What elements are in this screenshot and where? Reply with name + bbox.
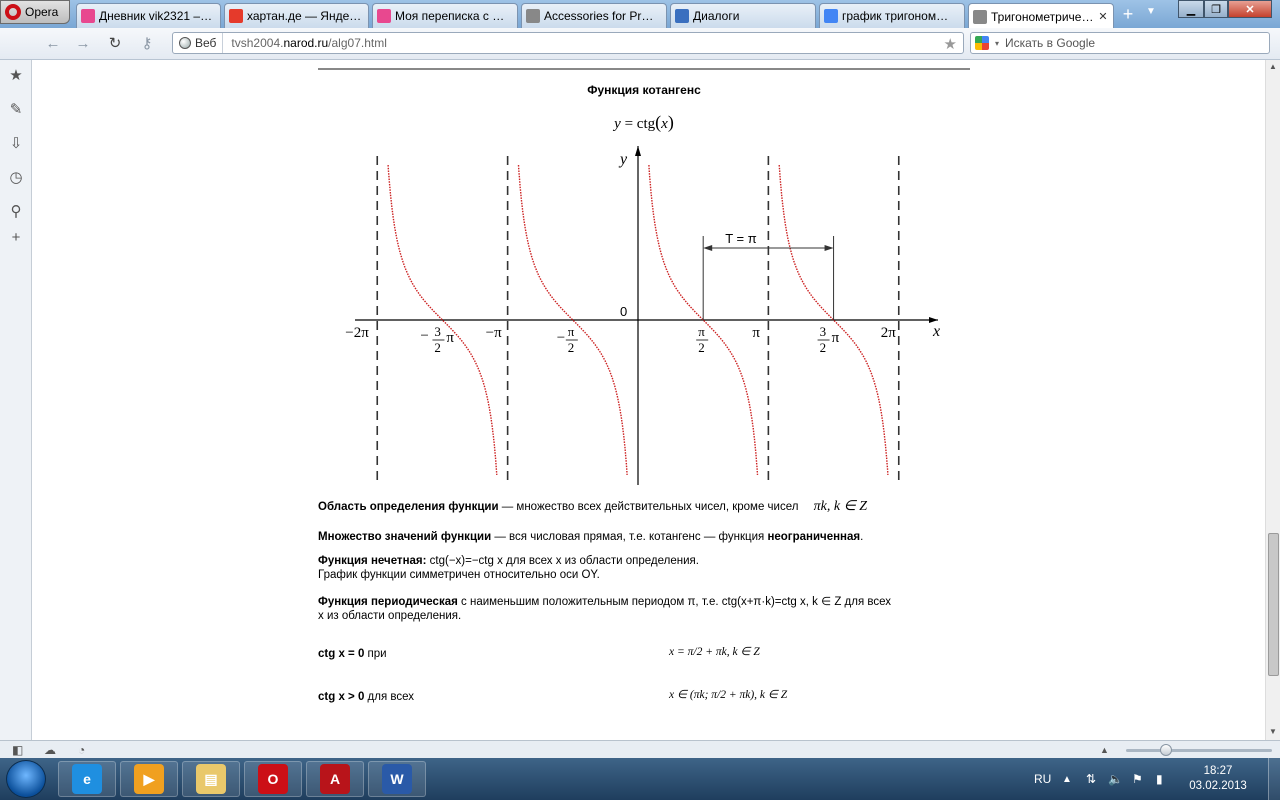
search-engine-dropdown-icon[interactable]: ▾ bbox=[995, 38, 1000, 48]
tick-label: π bbox=[831, 330, 840, 346]
notes-icon[interactable]: ✎ bbox=[9, 101, 23, 118]
history-clock-icon[interactable]: ◷ bbox=[9, 169, 23, 186]
tick-label: − bbox=[420, 328, 429, 344]
forward-arrow-icon[interactable]: → bbox=[75, 35, 91, 52]
tab-6[interactable] bbox=[819, 3, 965, 28]
address-field[interactable] bbox=[172, 32, 964, 54]
network-icon[interactable]: ⇅ bbox=[1086, 772, 1097, 786]
y-axis-arrow bbox=[635, 146, 641, 156]
domain-paragraph: Область определения функции — множество всех действительных чисел, кроме чисел πk, k ∈ Z bbox=[318, 499, 868, 514]
tick-label: π bbox=[752, 325, 760, 341]
yandex-icon bbox=[229, 9, 243, 23]
zero-condition-formula: x = π/2 + πk, k ∈ Z bbox=[669, 646, 760, 658]
new-tab-button[interactable]: + bbox=[1122, 4, 1134, 24]
tick-label: 2 bbox=[434, 340, 441, 355]
tab-2[interactable] bbox=[224, 3, 369, 28]
url-text: tvsh2004.narod.ru/alg07.html bbox=[231, 36, 387, 50]
tick-label: 3 bbox=[819, 324, 827, 339]
back-arrow-icon[interactable]: ← bbox=[45, 35, 61, 52]
word-icon[interactable] bbox=[368, 761, 426, 797]
downloads-icon[interactable]: ⇩ bbox=[9, 135, 23, 152]
battery-icon[interactable]: ▮ bbox=[1156, 772, 1163, 786]
tab-label: Диалоги bbox=[693, 9, 740, 23]
page-icon bbox=[526, 9, 540, 23]
opera-menu-label: Opera bbox=[25, 5, 59, 19]
tab-label: Дневник vik2321 –… bbox=[99, 9, 213, 23]
tray-expand-icon[interactable]: ▲ bbox=[1062, 773, 1072, 785]
scroll-up-icon[interactable]: ▲ bbox=[1269, 62, 1277, 71]
page-title: Функция котангенс bbox=[587, 83, 701, 97]
tick-label: −π bbox=[485, 325, 502, 341]
clock-date: 03.02.2013 bbox=[1189, 780, 1247, 792]
word-icon-glyph: W bbox=[382, 764, 412, 794]
video-icon bbox=[675, 9, 689, 23]
zoom-slider-track[interactable] bbox=[1126, 749, 1272, 752]
system-clock[interactable] bbox=[1186, 764, 1250, 794]
status-bar bbox=[0, 740, 1280, 758]
ie-icon-glyph: e bbox=[72, 764, 102, 794]
diary-icon bbox=[377, 9, 391, 23]
tab-label: Accessories for Pr… bbox=[544, 9, 654, 23]
tab-label: Тригонометриче… bbox=[991, 9, 1093, 24]
zoom-slider-thumb[interactable] bbox=[1160, 744, 1172, 756]
security-badge-label: Веб bbox=[195, 36, 217, 50]
bookmarks-star-icon[interactable]: ★ bbox=[9, 67, 23, 84]
page-content bbox=[33, 60, 1265, 740]
tab-menu-chevron-icon[interactable]: ▼ bbox=[1146, 6, 1156, 17]
flag-icon[interactable]: ⚑ bbox=[1132, 772, 1143, 786]
tick-label: −2π bbox=[345, 325, 369, 341]
opera-logo-icon bbox=[5, 4, 21, 20]
tick-label: 2 bbox=[819, 340, 827, 355]
zero-condition-label: ctg x = 0 при bbox=[318, 648, 387, 660]
range-paragraph: Множество значений функции — вся числовая прямая, т.е. котангенс — функция неограниченная. bbox=[318, 531, 864, 543]
x-axis-label: x bbox=[933, 323, 941, 340]
volume-icon[interactable]: 🔈 bbox=[1108, 772, 1123, 786]
scroll-down-icon[interactable]: ▼ bbox=[1269, 727, 1277, 736]
opera-menu-button[interactable] bbox=[0, 0, 70, 24]
period-paragraph: Функция периодическая с наименьшим положительным периодом π, т.е. ctg(x+π·k)=ctg x, k ∈ Z для всех x из области определения. bbox=[318, 596, 892, 622]
explorer-icon-glyph: ▤ bbox=[196, 764, 226, 794]
cotangent-branch bbox=[779, 165, 888, 475]
side-panel bbox=[0, 60, 32, 740]
tick-label: 2 bbox=[698, 340, 705, 355]
page-icon bbox=[973, 10, 987, 24]
close-tab-icon[interactable]: ✕ bbox=[1098, 11, 1108, 23]
ie-icon[interactable] bbox=[58, 761, 116, 797]
tab-bar bbox=[0, 0, 1280, 28]
acrobat-icon[interactable] bbox=[306, 761, 364, 797]
turbo-icon[interactable]: ◔ bbox=[78, 743, 86, 757]
cloud-icon[interactable]: ☁ bbox=[44, 743, 56, 757]
cotangent-branch bbox=[649, 165, 758, 475]
opera-icon[interactable] bbox=[244, 761, 302, 797]
show-desktop-button[interactable] bbox=[1268, 758, 1280, 800]
cotangent-branch bbox=[388, 165, 497, 475]
positive-condition-label: ctg x > 0 для всех bbox=[318, 691, 415, 703]
maximize-button[interactable]: ❐ bbox=[1204, 0, 1228, 18]
tab-5[interactable] bbox=[670, 3, 816, 28]
tick-label: 2π bbox=[880, 325, 896, 341]
tab-4[interactable] bbox=[521, 3, 667, 28]
tab-7[interactable] bbox=[968, 3, 1114, 29]
panel-toggle-icon[interactable]: ◧ bbox=[12, 743, 24, 757]
tab-label: график тригоном… bbox=[842, 9, 949, 23]
language-indicator[interactable]: RU bbox=[1034, 772, 1052, 786]
divider bbox=[318, 68, 970, 70]
acrobat-icon-glyph: A bbox=[320, 764, 350, 794]
cotangent-chart bbox=[33, 60, 1265, 740]
globe-icon bbox=[179, 37, 191, 49]
search-field[interactable] bbox=[970, 32, 1270, 54]
reload-icon[interactable]: ↻ bbox=[108, 35, 122, 52]
opera-icon-glyph: O bbox=[258, 764, 288, 794]
tick-label: π bbox=[446, 330, 455, 346]
google-icon bbox=[975, 36, 989, 50]
clock-time: 18:27 bbox=[1203, 765, 1233, 777]
search-icon[interactable]: ⚲ bbox=[10, 203, 22, 220]
address-toolbar bbox=[0, 28, 1280, 60]
start-button[interactable] bbox=[6, 760, 46, 798]
odd-paragraph: Функция нечетная: ctg(−x)=−ctg x для всех x из области определения. График функции симметричен относительно оси OY. bbox=[318, 555, 699, 581]
google-icon bbox=[824, 9, 838, 23]
tick-label: π bbox=[698, 324, 705, 339]
x-axis-arrow bbox=[929, 317, 938, 323]
cotangent-branch bbox=[519, 165, 628, 475]
tab-1[interactable] bbox=[76, 3, 221, 28]
vertical-scrollbar[interactable] bbox=[1265, 60, 1280, 740]
tick-label: 3 bbox=[434, 324, 441, 339]
search-placeholder: Искать в Google bbox=[1005, 36, 1096, 50]
scrollbar-thumb[interactable] bbox=[1268, 533, 1279, 676]
taskbar bbox=[0, 758, 1280, 800]
media-player-icon-glyph: ▶ bbox=[134, 764, 164, 794]
tick-label: π bbox=[567, 324, 575, 339]
tab-label: хартан.де — Янде… bbox=[247, 9, 362, 23]
key-icon[interactable]: ⚷ bbox=[141, 35, 153, 52]
diary-icon bbox=[81, 9, 95, 23]
tab-3[interactable] bbox=[372, 3, 518, 28]
period-arrow-right bbox=[825, 245, 834, 251]
period-arrow-left bbox=[703, 245, 712, 251]
media-player-icon[interactable] bbox=[120, 761, 178, 797]
add-panel-icon[interactable]: + bbox=[11, 229, 21, 246]
period-label: T = π bbox=[725, 231, 757, 246]
bookmark-star-icon[interactable]: ★ bbox=[943, 36, 957, 53]
positive-condition-formula: x ∈ (πk; π/2 + πk), k ∈ Z bbox=[669, 689, 788, 701]
tick-label: 2 bbox=[567, 340, 575, 355]
function-formula: y = ctg(x) bbox=[614, 112, 674, 132]
minimize-button[interactable]: ▁ bbox=[1178, 0, 1204, 18]
tab-label: Моя переписка с … bbox=[395, 9, 505, 23]
explorer-icon[interactable] bbox=[182, 761, 240, 797]
tick-label: − bbox=[556, 330, 566, 346]
zoom-menu-icon[interactable]: ▲ bbox=[1100, 745, 1109, 755]
y-axis-label: y bbox=[620, 151, 628, 168]
origin-label: 0 bbox=[620, 304, 628, 319]
close-window-button[interactable]: ✕ bbox=[1228, 0, 1272, 18]
security-badge[interactable] bbox=[173, 33, 223, 53]
